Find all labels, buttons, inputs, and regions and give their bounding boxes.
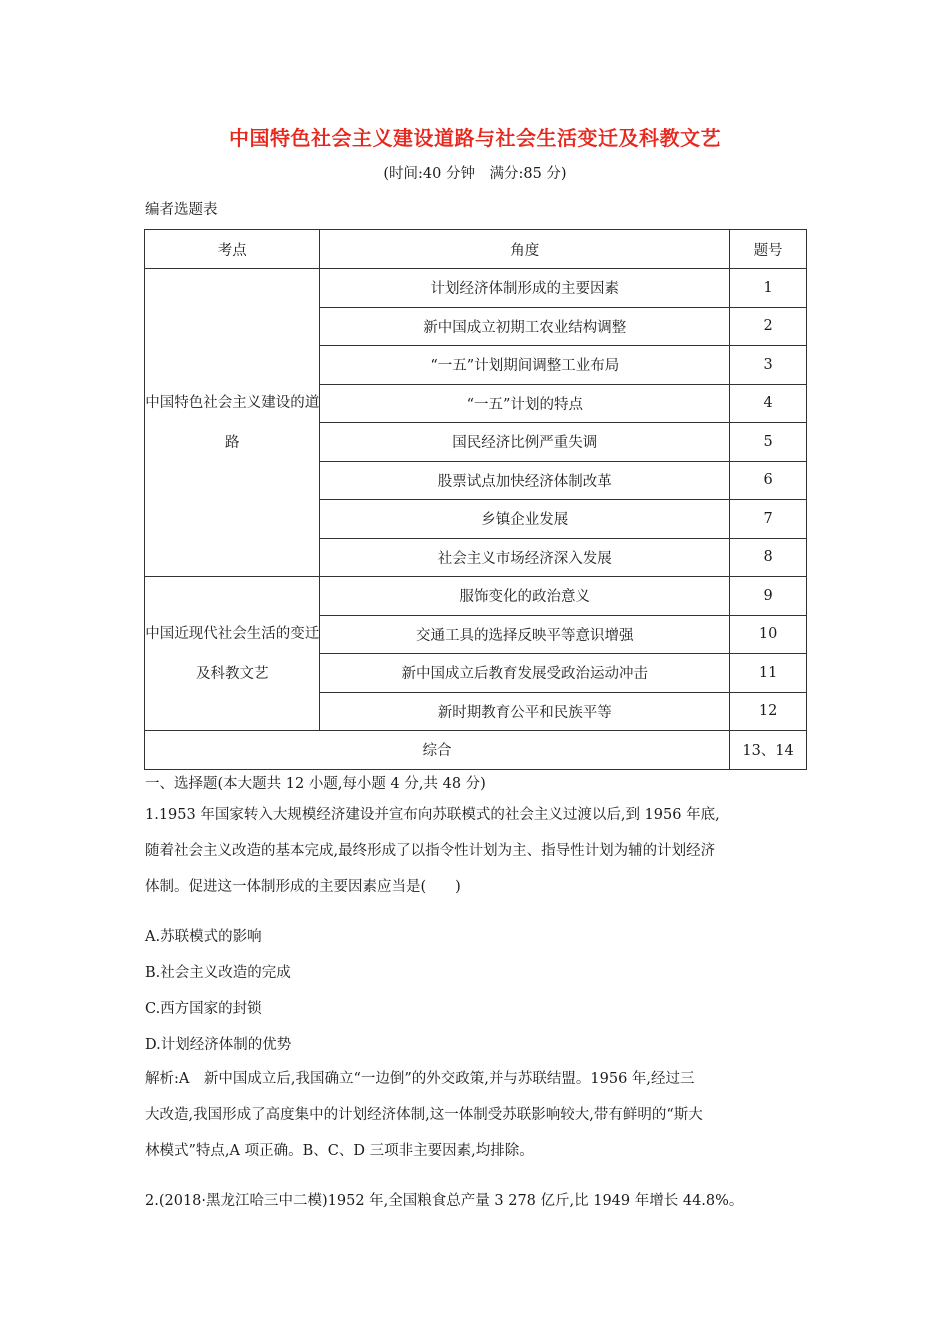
number-cell: 7	[730, 500, 807, 539]
angle-cell: 计划经济体制形成的主要因素	[320, 269, 730, 308]
number-cell: 9	[730, 577, 807, 616]
option-c: C.西方国家的封锁	[145, 1001, 262, 1017]
angle-cell: 服饰变化的政治意义	[320, 577, 730, 616]
header-number: 题号	[730, 230, 807, 269]
number-cell: 2	[730, 307, 807, 346]
header-angle: 角度	[320, 230, 730, 269]
angle-cell: 乡镇企业发展	[320, 500, 730, 539]
angle-cell: 新时期教育公平和民族平等	[320, 692, 730, 731]
table-row	[145, 269, 807, 308]
table-header-row	[145, 230, 807, 269]
table-caption: 编者选题表	[145, 202, 218, 218]
question-line: 随着社会主义改造的基本完成,最终形成了以指令性计划为主、指导性计划为辅的计划经济	[145, 843, 716, 859]
option-b: B.社会主义改造的完成	[145, 965, 291, 981]
angle-cell: 国民经济比例严重失调	[320, 423, 730, 462]
topic-cell: 中国特色社会主义建设的道路	[145, 269, 320, 577]
topic-selection-table	[144, 229, 807, 770]
number-cell: 10	[730, 615, 807, 654]
time-and-score: (时间:40 分钟 满分:85 分)	[383, 166, 567, 182]
angle-cell: 新中国成立初期工农业结构调整	[320, 307, 730, 346]
angle-cell: “一五”计划期间调整工业布局	[320, 346, 730, 385]
angle-cell: 交通工具的选择反映平等意识增强	[320, 615, 730, 654]
table-row	[145, 577, 807, 616]
angle-cell: 新中国成立后教育发展受政治运动冲击	[320, 654, 730, 693]
topic-cell: 中国近现代社会生活的变迁及科教文艺	[145, 577, 320, 731]
angle-cell: 股票试点加快经济体制改革	[320, 461, 730, 500]
option-d: D.计划经济体制的优势	[145, 1037, 292, 1053]
summary-number: 13、14	[730, 731, 807, 770]
summary-label: 综合	[145, 731, 730, 770]
analysis-line: 解析:A 新中国成立后,我国确立“一边倒”的外交政策,并与苏联结盟。1956 年,经过三	[145, 1071, 695, 1087]
table-summary-row	[145, 731, 807, 770]
number-cell: 4	[730, 384, 807, 423]
analysis-line: 林模式”特点,A 项正确。B、C、D 三项非主要因素,均排除。	[145, 1143, 534, 1159]
number-cell: 1	[730, 269, 807, 308]
question-line: 1.1953 年国家转入大规模经济建设并宣布向苏联模式的社会主义过渡以后,到 1956 年底,	[145, 807, 720, 823]
header-topic: 考点	[145, 230, 320, 269]
angle-cell: “一五”计划的特点	[320, 384, 730, 423]
number-cell: 5	[730, 423, 807, 462]
document-title: 中国特色社会主义建设道路与社会生活变迁及科教文艺	[229, 126, 721, 150]
number-cell: 3	[730, 346, 807, 385]
angle-cell: 社会主义市场经济深入发展	[320, 538, 730, 577]
option-a: A.苏联模式的影响	[145, 929, 262, 945]
question-1-analysis	[145, 1061, 810, 1169]
analysis-line: 大改造,我国形成了高度集中的计划经济体制,这一体制受苏联影响较大,带有鲜明的“斯大	[145, 1107, 703, 1123]
number-cell: 6	[730, 461, 807, 500]
question-1-stem	[145, 797, 810, 905]
number-cell: 11	[730, 654, 807, 693]
section-heading: 一、选择题(本大题共 12 小题,每小题 4 分,共 48 分)	[145, 776, 486, 792]
question-2-stem: 2.(2018·黑龙江哈三中二模)1952 年,全国粮食总产量 3 278 亿斤,比 1949 年增长 44.8%。	[145, 1193, 744, 1209]
question-line: 体制。促进这一体制形成的主要因素应当是( )	[145, 879, 461, 895]
number-cell: 8	[730, 538, 807, 577]
number-cell: 12	[730, 692, 807, 731]
